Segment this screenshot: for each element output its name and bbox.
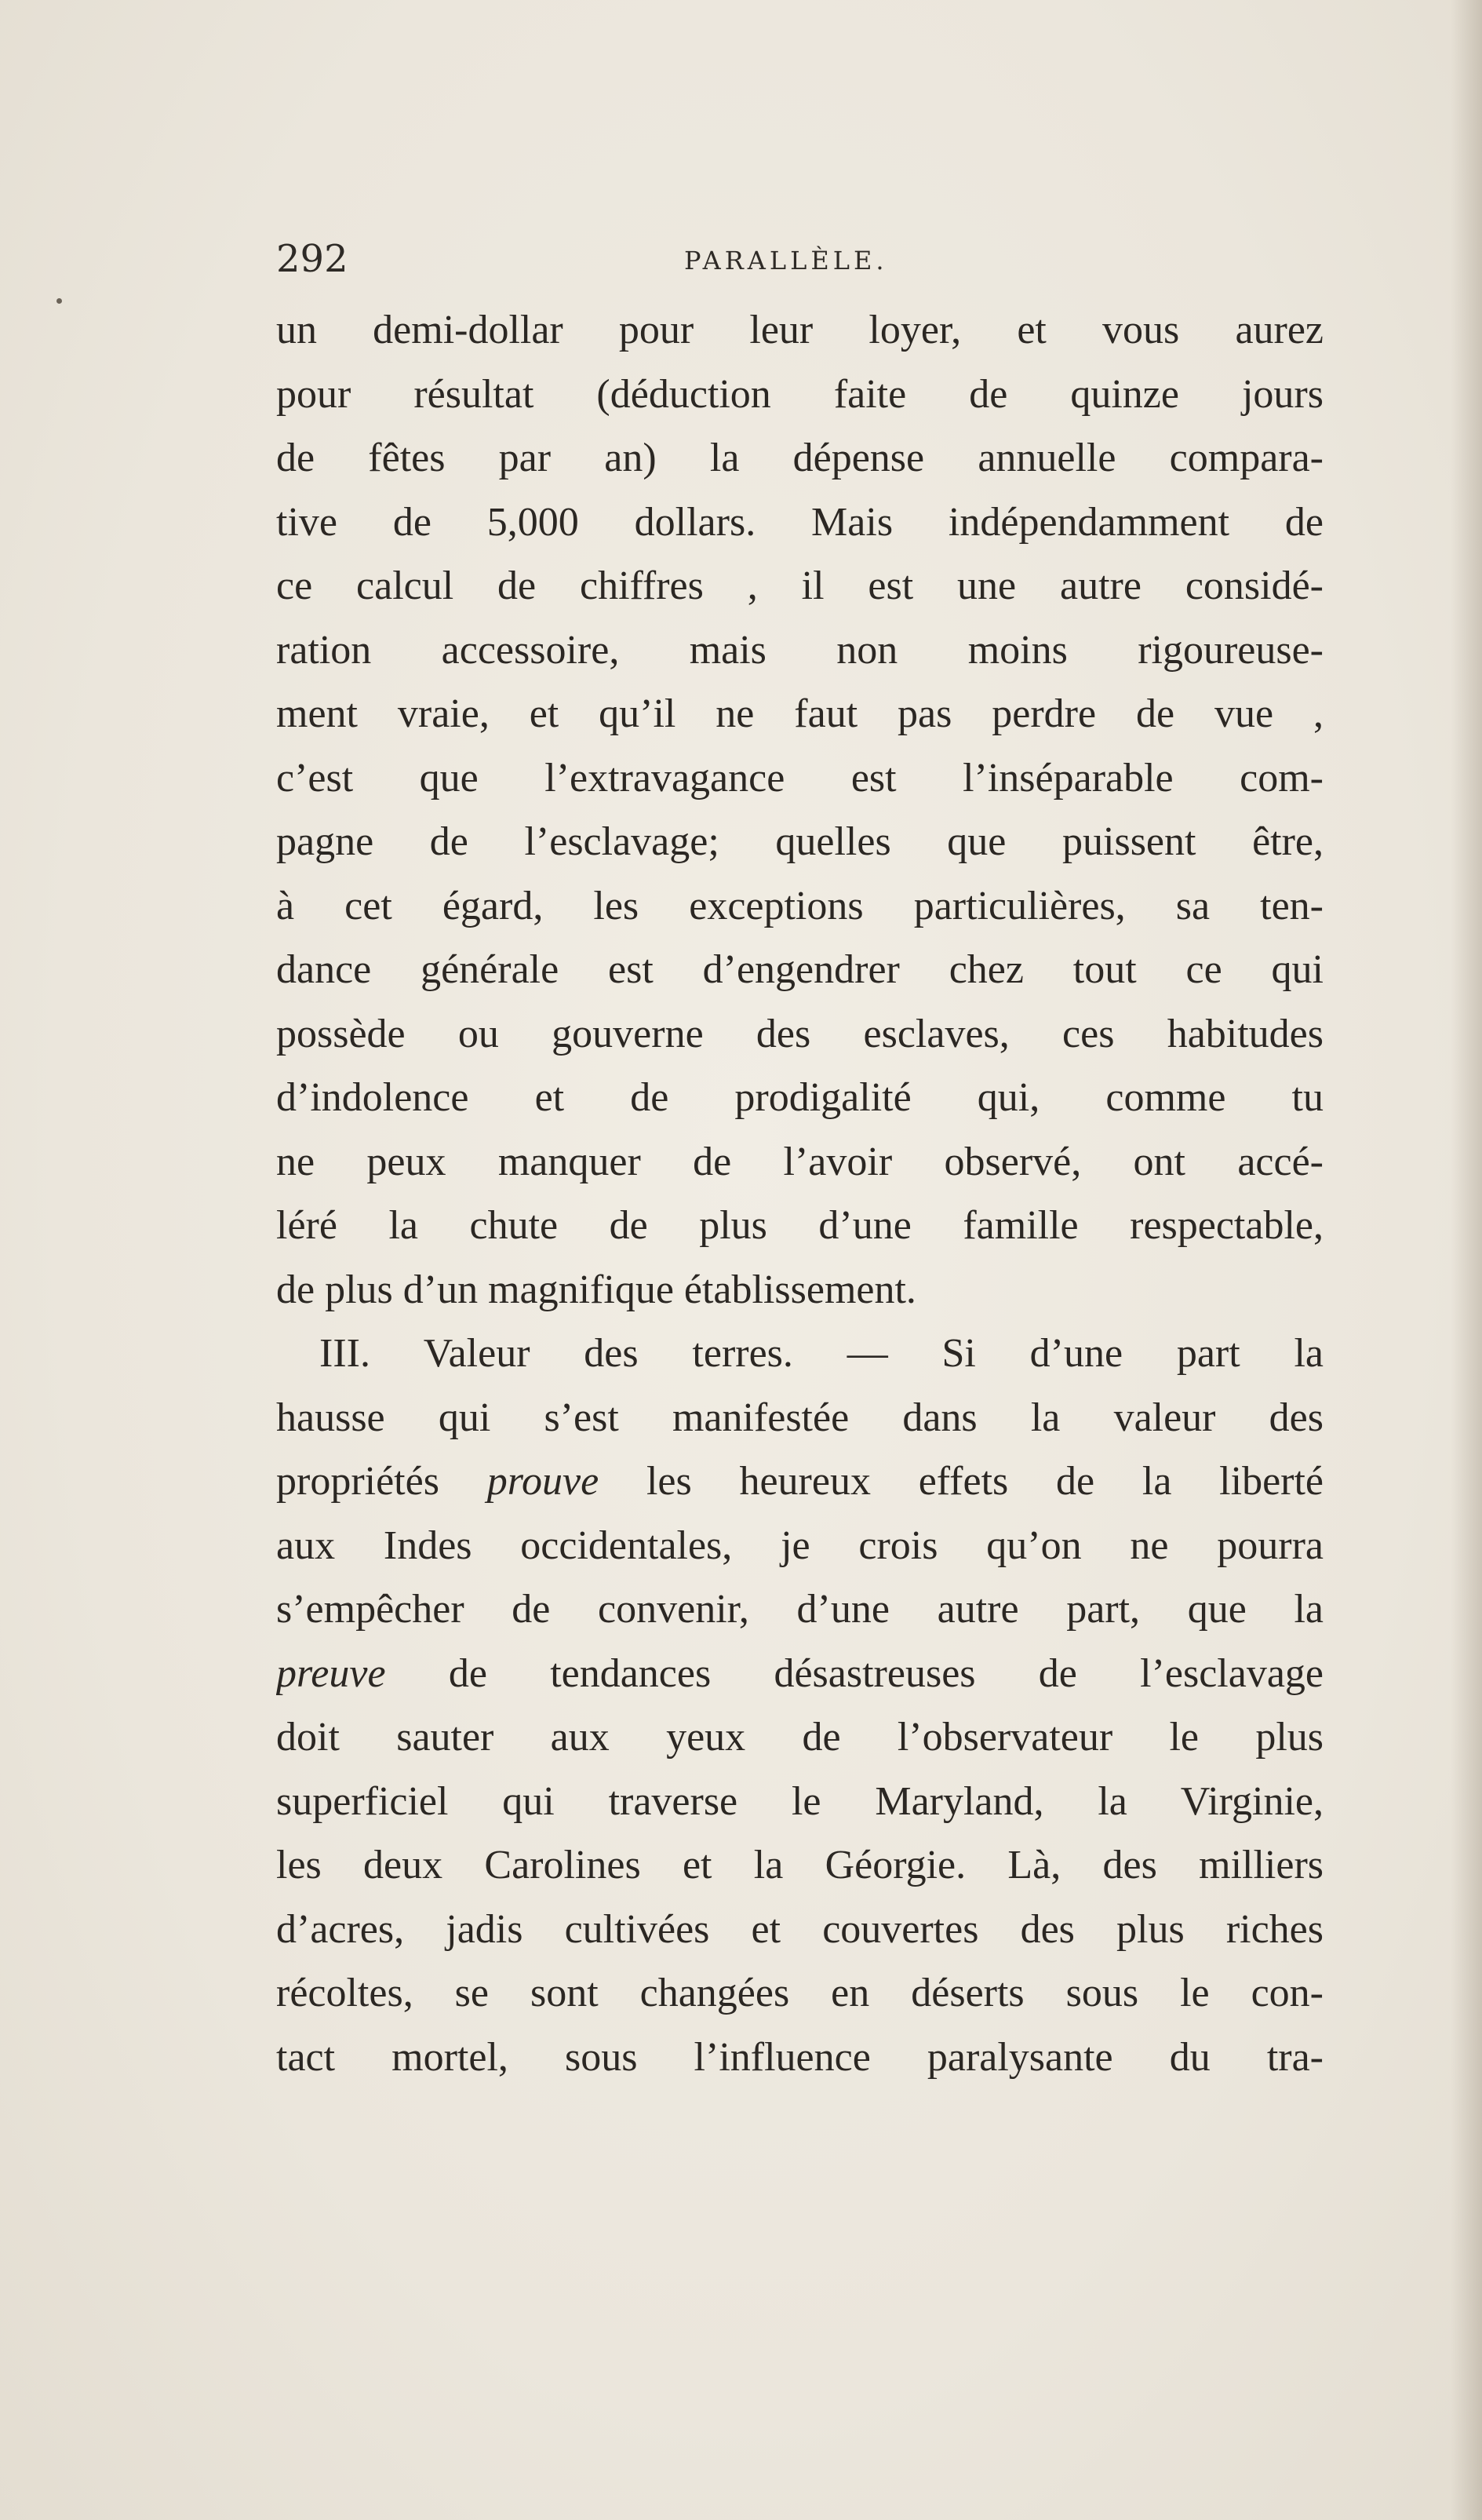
text-line: dance générale est d’engendrer chez tout ce qui: [276, 947, 1324, 992]
text-run: les heureux effets de la liberté: [599, 1459, 1324, 1504]
text-line: superficiel qui traverse le Maryland, la Virginie,: [276, 1778, 1324, 1824]
running-title: PARALLÈLE.: [684, 246, 888, 275]
text-line: ment vraie, et qu’il ne faut pas perdre de vue ,: [276, 691, 1324, 736]
text-line: doit sauter aux yeux de l’observateur le plus: [276, 1715, 1324, 1760]
text-line: ne peux manquer de l’avoir observé, ont accé-: [276, 1139, 1324, 1184]
paragraph-end-line: de plus d’un magnifique établissement.: [276, 1267, 916, 1312]
text-line: hausse qui s’est manifestée dans la valeur des: [276, 1395, 1324, 1440]
text-run: de tendances désastreuses de l’esclavage: [385, 1650, 1324, 1696]
page-edge-shadow: [1451, 0, 1482, 2520]
text-line: ration accessoire, mais non moins rigoureuse-: [276, 627, 1324, 673]
text-line: d’indolence et de prodigalité qui, comme tu: [276, 1075, 1324, 1120]
text-line: s’empêcher de convenir, d’une autre part, que la: [276, 1587, 1324, 1632]
text-line: tive de 5,000 dollars. Mais indépendamment de: [276, 499, 1324, 545]
body-text: [276, 298, 1324, 2089]
italic-word: preuve: [276, 1650, 386, 1696]
text-line: pour résultat (déduction faite de quinze jours: [276, 371, 1324, 417]
italic-word: prouve: [486, 1459, 599, 1504]
text-line: tact mortel, sous l’influence paralysante du tra-: [276, 2034, 1324, 2080]
text-line-with-italic: [276, 1450, 1324, 1514]
text-line-with-italic: [276, 1642, 1324, 1706]
text-line: c’est que l’extravagance est l’inséparable com-: [276, 755, 1324, 800]
section-heading-line: III. Valeur des terres. — Si d’une part la: [319, 1331, 1324, 1376]
ink-speck: [56, 298, 62, 304]
text-line: pagne de l’esclavage; quelles que puissent être,: [276, 819, 1324, 864]
text-line: de fêtes par an) la dépense annuelle compara-: [276, 436, 1324, 480]
text-line: à cet égard, les exceptions particulières, sa ten-: [276, 883, 1324, 928]
running-head: [276, 235, 1324, 283]
text-run: propriétés: [276, 1459, 487, 1504]
text-line: léré la chute de plus d’une famille respectable,: [276, 1203, 1324, 1248]
text-line: récoltes, se sont changées en déserts sous le con-: [276, 1971, 1324, 2015]
text-line: d’acres, jadis cultivées et couvertes des plus riches: [276, 1906, 1324, 1952]
text-line: aux Indes occidentales, je crois qu’on ne pourra: [276, 1523, 1324, 1568]
text-line: possède ou gouverne des esclaves, ces habitudes: [276, 1011, 1324, 1056]
text-line: ce calcul de chiffres , il est une autre considé-: [276, 563, 1324, 608]
text-line: les deux Carolines et la Géorgie. Là, des milliers: [276, 1843, 1324, 1887]
text-line: un demi-dollar pour leur loyer, et vous aurez: [276, 308, 1324, 352]
page-number: 292: [276, 237, 348, 281]
